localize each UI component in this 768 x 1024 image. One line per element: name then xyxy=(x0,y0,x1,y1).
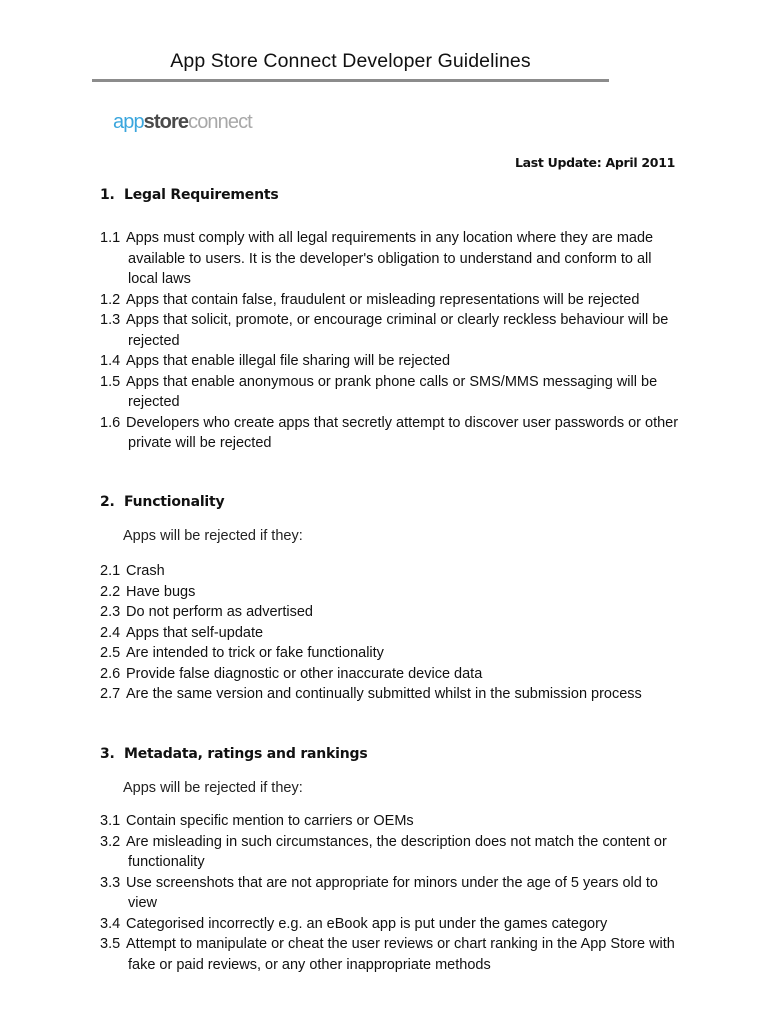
item-text: Apps that self-update xyxy=(126,624,264,641)
logo-part-store: store xyxy=(143,111,189,133)
list-item xyxy=(100,934,680,975)
section-list-functionality xyxy=(100,561,680,705)
list-item xyxy=(100,684,680,705)
item-number: 2.7 xyxy=(100,686,121,702)
item-number: 3.3 xyxy=(100,874,121,891)
item-text: Apps that solicit, promote, or encourage criminal or clearly reckless behaviour will be rejected xyxy=(126,312,669,349)
item-number: 2.1 xyxy=(100,563,121,579)
item-number: 3.2 xyxy=(100,833,121,850)
item-text: Categorised incorrectly e.g. an eBook app is put under the games category xyxy=(126,915,608,932)
item-number: 1.3 xyxy=(100,312,121,328)
list-item xyxy=(100,290,680,311)
item-text: Crash xyxy=(126,563,165,579)
section-intro: Apps will be rejected if they: xyxy=(123,780,303,796)
item-text: Have bugs xyxy=(126,583,196,600)
list-item xyxy=(100,372,680,413)
last-update-date: Last Update: April 2011 xyxy=(514,155,675,170)
section-number: 2. xyxy=(100,494,115,510)
list-item xyxy=(100,602,680,623)
item-number: 1.6 xyxy=(100,414,121,431)
item-text: Attempt to manipulate or cheat the user reviews or chart ranking in the App Store with fake or paid reviews, or any other inappropriate methods xyxy=(126,936,675,973)
section-title: Functionality xyxy=(124,494,225,510)
list-item xyxy=(100,623,680,644)
section-heading-functionality xyxy=(100,494,224,510)
list-item xyxy=(100,811,680,832)
item-text: Do not perform as advertised xyxy=(126,604,313,620)
item-number: 3.5 xyxy=(100,936,121,952)
list-item xyxy=(100,561,680,582)
logo-part-connect: connect xyxy=(188,111,252,133)
item-text: Are intended to trick or fake functionality xyxy=(126,645,384,661)
list-item xyxy=(100,582,680,603)
list-item xyxy=(100,873,680,914)
list-item xyxy=(100,664,680,685)
document-title: App Store Connect Developer Guidelines xyxy=(170,50,531,72)
list-item xyxy=(100,413,680,454)
item-number: 2.4 xyxy=(100,624,121,641)
item-text: Apps that enable illegal file sharing will be rejected xyxy=(126,353,451,369)
section-list-metadata xyxy=(100,811,680,975)
item-number: 1.1 xyxy=(100,230,121,246)
item-number: 1.2 xyxy=(100,291,121,308)
item-number: 3.1 xyxy=(100,813,121,829)
item-number: 3.4 xyxy=(100,915,121,932)
list-item xyxy=(100,228,680,290)
section-title: Legal Requirements xyxy=(124,187,279,203)
section-heading-metadata xyxy=(100,746,367,762)
item-text: Are misleading in such circumstances, the description does not match the content or functionality xyxy=(126,833,667,870)
list-item xyxy=(100,310,680,351)
item-number: 1.5 xyxy=(100,373,121,390)
logo-part-app: app xyxy=(113,111,144,133)
list-item xyxy=(100,914,680,935)
item-text: Are the same version and continually submitted whilst in the submission process xyxy=(126,686,642,702)
list-item xyxy=(100,351,680,372)
section-heading-legal xyxy=(100,187,279,203)
section-number: 3. xyxy=(100,746,115,762)
item-text: Apps that enable anonymous or prank phone calls or SMS/MMS messaging will be rejected xyxy=(126,373,658,410)
item-number: 2.2 xyxy=(100,583,121,600)
section-intro: Apps will be rejected if they: xyxy=(123,528,303,544)
item-number: 2.5 xyxy=(100,645,121,661)
appstoreconnect-logo xyxy=(113,110,252,134)
section-list-legal xyxy=(100,228,680,454)
item-text: Use screenshots that are not appropriate for minors under the age of 5 years old to view xyxy=(126,874,658,911)
item-text: Contain specific mention to carriers or OEMs xyxy=(126,813,414,829)
item-text: Apps must comply with all legal requirements in any location where they are made available to users. It is the developer's obligation to understand and conform to all local laws xyxy=(126,230,654,287)
item-text: Developers who create apps that secretly attempt to discover user passwords or other private will be rejected xyxy=(126,414,679,451)
item-number: 2.6 xyxy=(100,665,121,682)
list-item xyxy=(100,643,680,664)
list-item xyxy=(100,832,680,873)
title-underline xyxy=(92,79,609,82)
item-number: 1.4 xyxy=(100,353,121,369)
item-text: Apps that contain false, fraudulent or misleading representations will be rejected xyxy=(126,291,640,308)
section-number: 1. xyxy=(100,187,115,203)
item-number: 2.3 xyxy=(100,604,121,620)
section-title: Metadata, ratings and rankings xyxy=(124,746,368,762)
item-text: Provide false diagnostic or other inaccurate device data xyxy=(126,665,483,682)
